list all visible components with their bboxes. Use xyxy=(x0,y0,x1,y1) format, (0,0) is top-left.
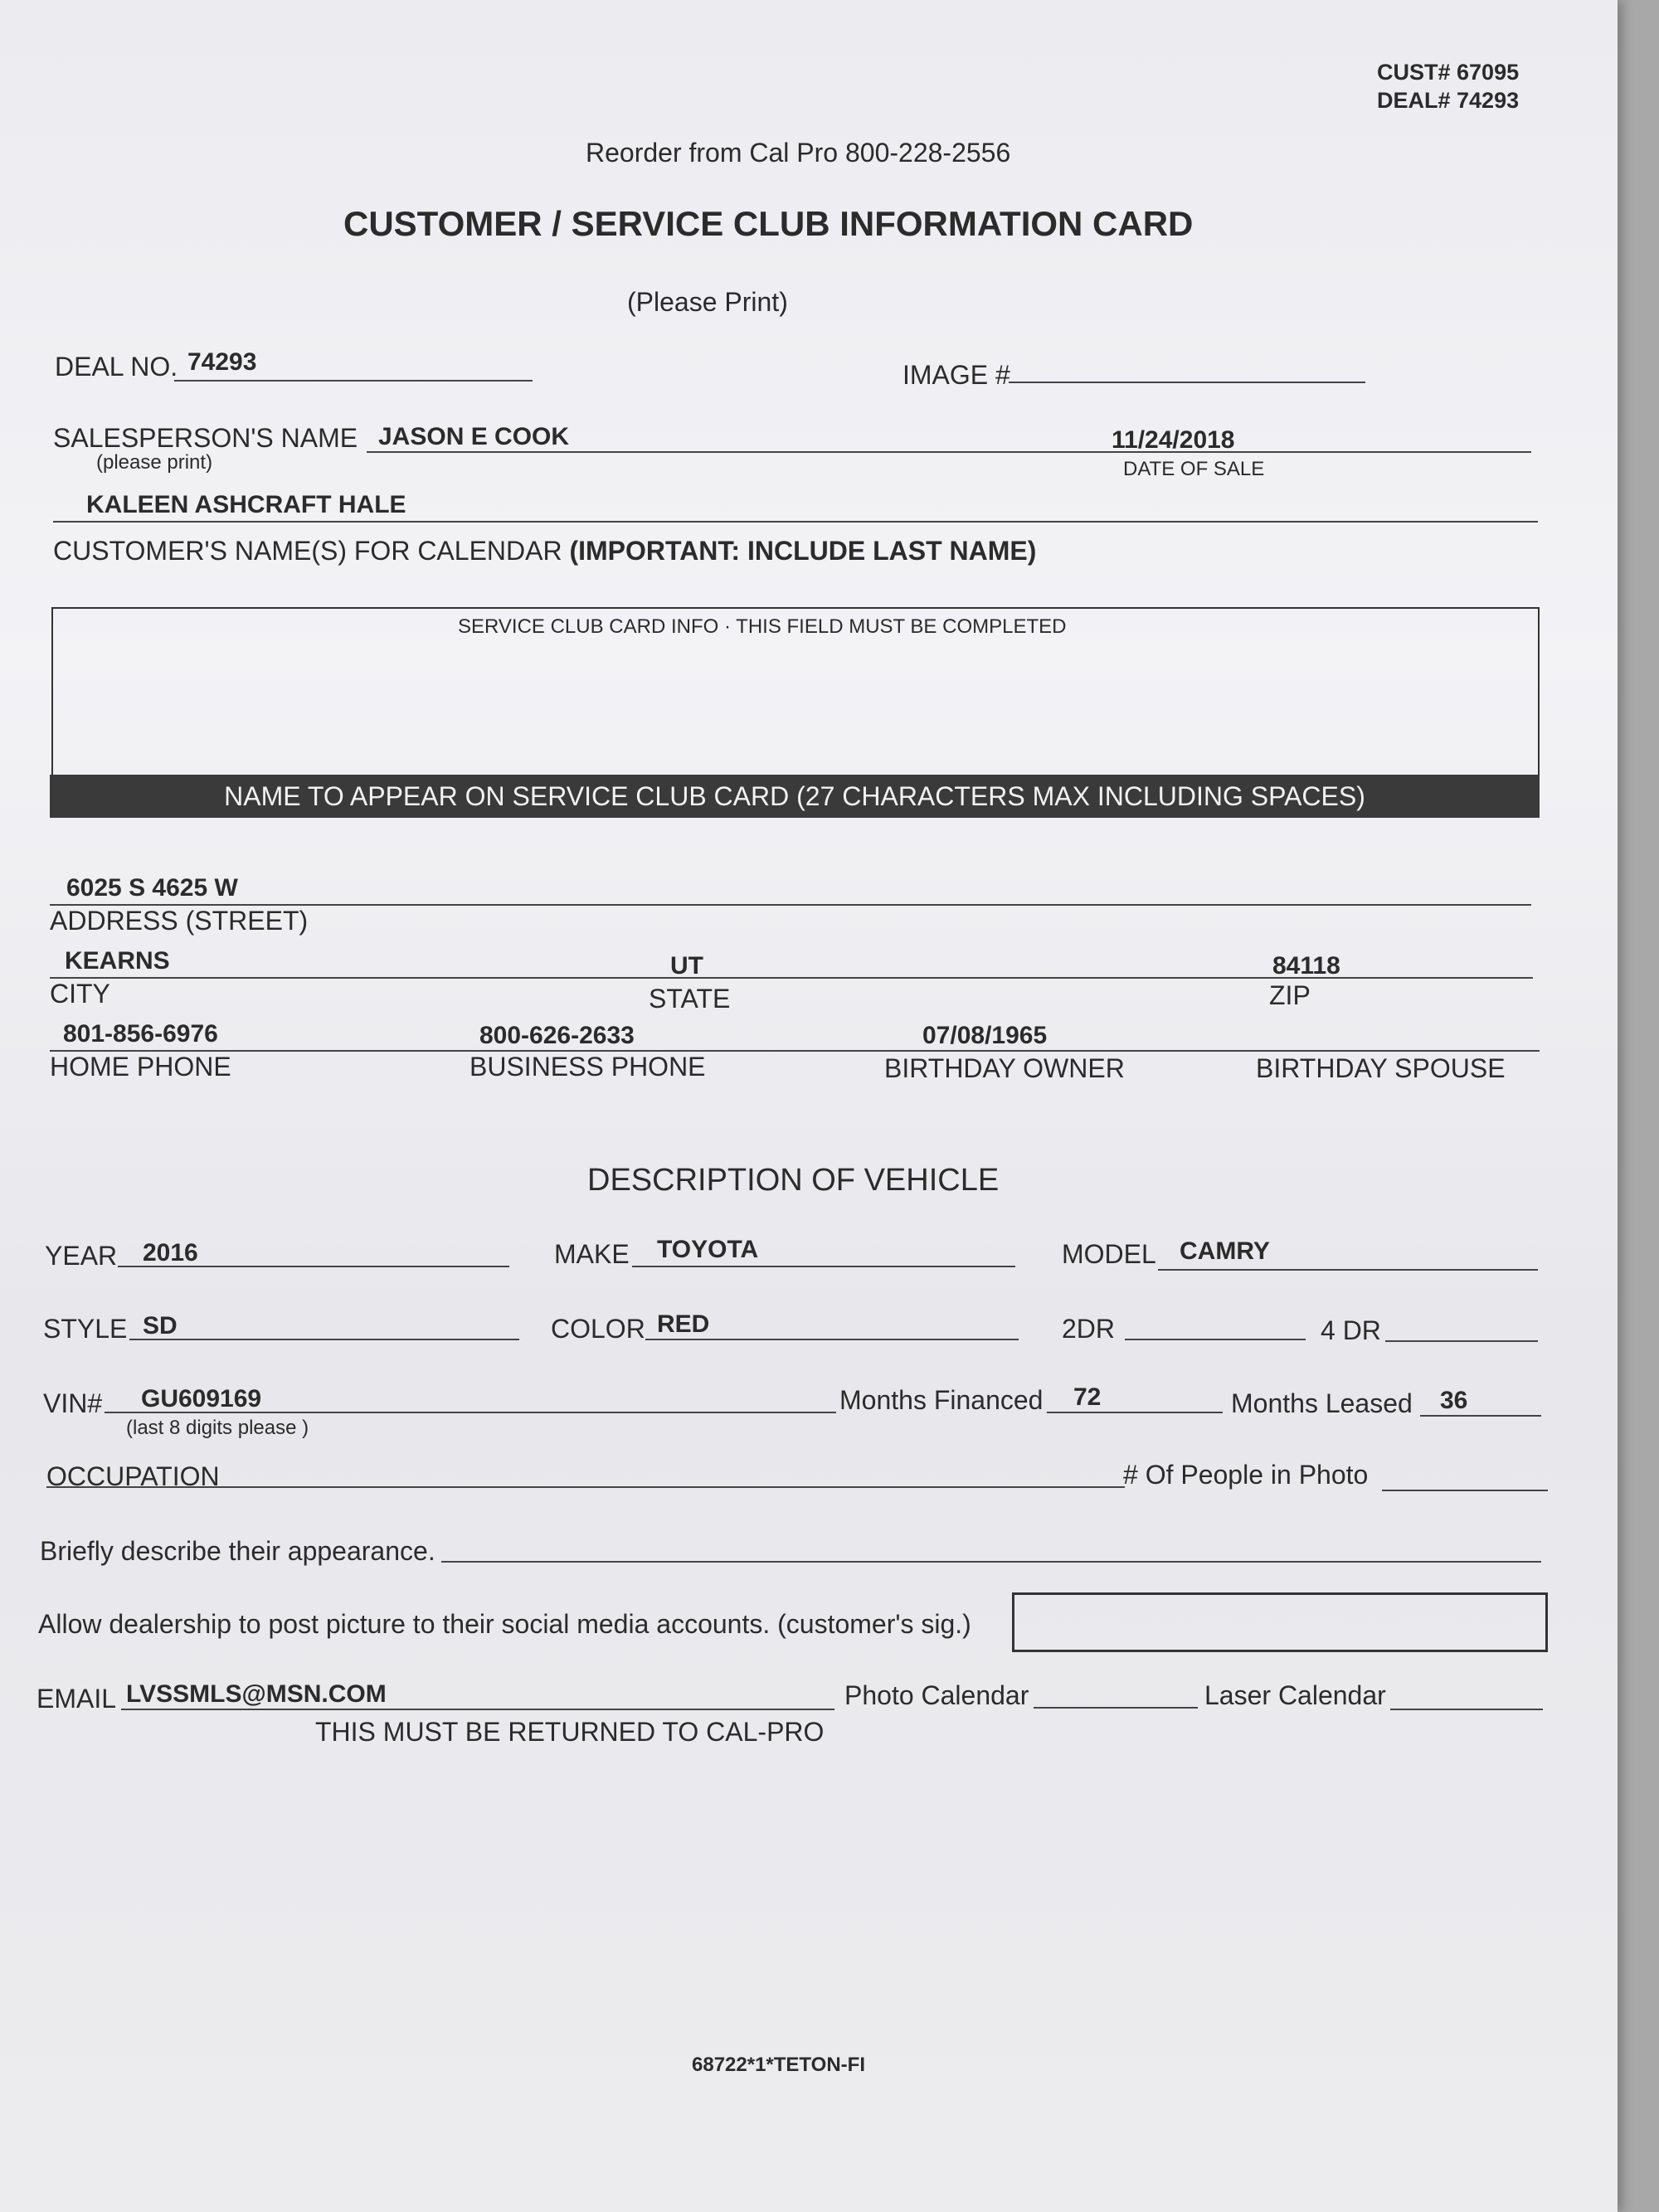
vin-sub-label: (last 8 digits please ) xyxy=(126,1417,309,1439)
make-value[interactable]: TOYOTA xyxy=(657,1236,759,1263)
year-label: YEAR xyxy=(45,1241,118,1271)
two-dr-label: 2DR xyxy=(1062,1314,1116,1344)
months-leased-line xyxy=(1420,1415,1541,1417)
business-phone-label: BUSINESS PHONE xyxy=(469,1052,706,1082)
months-financed-line xyxy=(1047,1412,1223,1413)
style-value[interactable]: SD xyxy=(143,1312,178,1339)
city-label: CITY xyxy=(50,979,110,1009)
home-phone-value[interactable]: 801-856-6976 xyxy=(63,1020,218,1048)
laser-calendar-label: Laser Calendar xyxy=(1204,1680,1386,1710)
model-value[interactable]: CAMRY xyxy=(1180,1237,1270,1265)
months-leased-label: Months Leased xyxy=(1231,1388,1413,1418)
social-media-label: Allow dealership to post picture to their social media accounts. (customer's sig.) xyxy=(38,1609,971,1639)
service-club-bar: NAME TO APPEAR ON SERVICE CLUB CARD (27 CHARACTERS MAX INCLUDING SPACES) xyxy=(50,775,1540,818)
customer-name-label: CUSTOMER'S NAME(S) FOR CALENDAR (IMPORTANT: INCLUDE LAST NAME) xyxy=(53,536,1037,566)
four-dr-line[interactable] xyxy=(1385,1340,1538,1342)
please-print-note: (Please Print) xyxy=(627,287,788,317)
make-line xyxy=(632,1266,1015,1267)
footer-code: 68722*1*TETON-FI xyxy=(692,2054,865,2076)
deal-no-value[interactable]: 74293 xyxy=(187,348,257,376)
deal-no-line xyxy=(174,380,533,382)
image-no-label: IMAGE # xyxy=(902,360,1010,390)
model-line xyxy=(1158,1269,1538,1271)
address-value[interactable]: 6025 S 4625 W xyxy=(66,874,238,902)
home-phone-label: HOME PHONE xyxy=(50,1052,231,1082)
salesperson-value[interactable]: JASON E COOK xyxy=(378,423,570,450)
year-value[interactable]: 2016 xyxy=(143,1239,198,1266)
months-financed-value[interactable]: 72 xyxy=(1073,1383,1102,1411)
laser-calendar-line[interactable] xyxy=(1390,1709,1543,1710)
model-label: MODEL xyxy=(1062,1239,1156,1269)
city-state-zip-line xyxy=(50,977,1533,979)
birthday-owner-label: BIRTHDAY OWNER xyxy=(884,1053,1125,1083)
date-of-sale-value[interactable]: 11/24/2018 xyxy=(1112,426,1235,454)
email-line xyxy=(121,1709,834,1710)
occupation-line[interactable] xyxy=(46,1486,1125,1488)
city-value[interactable]: KEARNS xyxy=(65,947,170,975)
state-value[interactable]: UT xyxy=(670,952,703,980)
salesperson-sub-label: (please print) xyxy=(96,451,213,474)
salesperson-line xyxy=(367,451,1531,453)
style-label: STYLE xyxy=(43,1314,128,1344)
business-phone-value[interactable]: 800-626-2633 xyxy=(479,1022,635,1049)
reorder-note: Reorder from Cal Pro 800-228-2556 xyxy=(586,138,1011,168)
people-in-photo-line[interactable] xyxy=(1382,1490,1548,1491)
return-note: THIS MUST BE RETURNED TO CAL-PRO xyxy=(315,1717,825,1747)
zip-value[interactable]: 84118 xyxy=(1272,952,1340,980)
color-line xyxy=(645,1339,1019,1340)
deal-number-corner: DEAL# 74293 xyxy=(1377,88,1520,113)
date-of-sale-label: DATE OF SALE xyxy=(1123,458,1265,480)
birthday-spouse-label: BIRTHDAY SPOUSE xyxy=(1256,1053,1506,1083)
vin-label: VIN# xyxy=(43,1388,103,1418)
two-dr-line[interactable] xyxy=(1125,1339,1306,1340)
style-line xyxy=(129,1339,519,1340)
service-club-header: SERVICE CLUB CARD INFO · THIS FIELD MUST BE COMPLETED xyxy=(458,615,1067,638)
phone-line xyxy=(50,1050,1540,1052)
state-label: STATE xyxy=(649,984,731,1014)
occupation-label: OCCUPATION xyxy=(46,1461,220,1491)
color-value[interactable]: RED xyxy=(657,1310,710,1338)
customer-name-value[interactable]: KALEEN ASHCRAFT HALE xyxy=(86,491,406,518)
people-in-photo-label: # Of People in Photo xyxy=(1123,1460,1369,1490)
email-label: EMAIL xyxy=(36,1684,117,1714)
birthday-owner-value[interactable]: 07/08/1965 xyxy=(922,1022,1048,1049)
vin-value[interactable]: GU609169 xyxy=(141,1385,262,1412)
months-leased-value[interactable]: 36 xyxy=(1440,1387,1468,1414)
email-value[interactable]: LVSSMLS@MSN.COM xyxy=(126,1680,387,1708)
customer-name-line xyxy=(53,521,1538,523)
four-dr-label: 4 DR xyxy=(1321,1315,1381,1345)
appearance-line[interactable] xyxy=(441,1561,1541,1563)
deal-no-label: DEAL NO. xyxy=(55,352,178,382)
page-title: CUSTOMER / SERVICE CLUB INFORMATION CARD xyxy=(343,204,1194,243)
make-label: MAKE xyxy=(554,1239,630,1269)
photo-calendar-label: Photo Calendar xyxy=(844,1680,1029,1710)
vehicle-heading: DESCRIPTION OF VEHICLE xyxy=(587,1163,1000,1198)
address-label: ADDRESS (STREET) xyxy=(50,906,309,936)
appearance-label: Briefly describe their appearance. xyxy=(40,1536,435,1566)
months-financed-label: Months Financed xyxy=(839,1385,1044,1415)
cust-number: CUST# 67095 xyxy=(1377,60,1520,85)
signature-box[interactable] xyxy=(1012,1592,1548,1652)
salesperson-label: SALESPERSON'S NAME xyxy=(53,423,358,453)
image-no-line xyxy=(1009,382,1365,383)
photo-calendar-line[interactable] xyxy=(1034,1707,1198,1709)
zip-label: ZIP xyxy=(1269,980,1311,1010)
color-label: COLOR xyxy=(551,1314,645,1344)
